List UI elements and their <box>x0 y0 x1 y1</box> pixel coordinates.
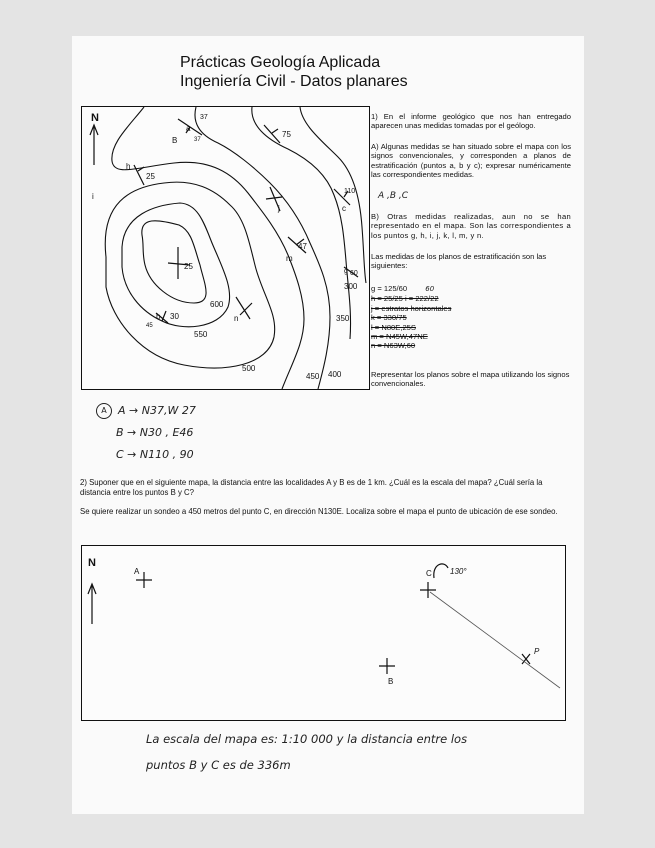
contour-label-600: 600 <box>210 300 224 309</box>
contour-450 <box>112 107 304 389</box>
angle-arc <box>434 564 448 578</box>
direction-line <box>430 592 560 688</box>
answers-1 <box>96 400 196 466</box>
answer-line-c: C → N110 , 90 <box>116 448 194 461</box>
handwritten-b-mark: B <box>172 136 178 145</box>
dip-label-25-center: 25 <box>184 262 193 271</box>
locality-c-label: C <box>426 569 432 578</box>
point-label-h: h <box>126 162 131 171</box>
exercise-1-part-b: B) Otras medidas realizadas, aun no se han representado en el mapa. Son las correspondientes a los puntos g, h, i, j, k, l, m, y n. <box>371 212 571 240</box>
answer-a-circle: A <box>96 403 112 419</box>
point-label-n: n <box>234 314 239 323</box>
cross-b <box>379 658 395 674</box>
contour-label-450: 450 <box>306 372 320 381</box>
contour-label-400: 400 <box>328 370 342 379</box>
part-a-answer: A ,B ,C <box>378 191 409 201</box>
north-label: N <box>91 112 99 124</box>
point-label-m: m <box>286 254 293 263</box>
contour-label-550: 550 <box>194 330 208 339</box>
north-label-2: N <box>88 557 96 569</box>
contour-label-500: 500 <box>242 364 256 373</box>
measure-g: g = 125/60 60 <box>371 284 435 293</box>
geological-map <box>81 106 370 390</box>
point-label-a: a <box>186 124 191 133</box>
point-label-i: i <box>92 192 94 201</box>
exercise-2-sondeo: Se quiere realizar un sondeo a 450 metros del punto C, en dirección N130E. Localiza sobre el mapa el punto de ubicación de ese sondeo. <box>80 507 558 516</box>
answer-2 <box>146 726 467 778</box>
title-line-2: Ingeniería Civil - Datos planares <box>180 73 408 90</box>
measure-k: k = 330/75 <box>371 313 407 323</box>
contour-label-350: 350 <box>336 314 350 323</box>
localities-map-drawing <box>82 546 565 720</box>
contour-300 <box>300 107 366 283</box>
locality-a-label: A <box>134 567 140 576</box>
contour-600 <box>142 221 206 303</box>
title-line-1: Prácticas Geología Aplicada <box>180 54 381 71</box>
locality-b-label: B <box>388 677 394 686</box>
answer-line-b: B → N30 , E46 <box>116 426 194 439</box>
answer-2-line-2: puntos B y C es de 336m <box>146 758 291 772</box>
point-label-j: j <box>278 204 280 213</box>
north-arrow-2 <box>88 584 96 624</box>
exercise-1-represent: Representar los planos sobre el mapa utilizando los signos convencionales. <box>371 370 570 389</box>
point-label-g: g <box>344 268 348 275</box>
exercise-1-part-a: A) Algunas medidas se han situado sobre el mapa con los signos convencionales, y corresponden a planos de estratificación (puntos a, b y c); expresar numéricamente las correspondientes medidas. <box>371 142 571 180</box>
cross-c <box>420 582 436 598</box>
exercise-1-part-b-extra: Las medidas de los planos de estratificación son las siguientes: <box>371 252 547 271</box>
point-label-b: b <box>156 312 161 321</box>
dip-label-110: 110 <box>344 188 356 195</box>
measure-h-i: h = 25/25 i = 222/22 <box>371 294 439 304</box>
measure-l: l = N80E,25S <box>371 322 416 332</box>
exercise-2-question: 2) Suponer que en el siguiente mapa, la distancia entre las localidades A y B es de 1 km. ¿Cuál es la escala del mapa? ¿Cuál sería la distancia entre los puntos B y C? <box>80 478 543 497</box>
dip-label-25-h: 25 <box>146 172 155 181</box>
point-label-c: c <box>342 204 346 213</box>
dip-label-75: 75 <box>282 130 291 139</box>
contour-label-300: 300 <box>344 282 358 291</box>
point-p-label: P <box>534 647 540 656</box>
angle-label: 130° <box>450 567 467 576</box>
measure-m: m = N45W,47NE <box>371 332 428 342</box>
dip-label-top-sub: 37 <box>194 137 201 143</box>
measures-list <box>371 284 571 351</box>
geological-map-drawing <box>82 107 369 389</box>
dip-label-60: 60 <box>350 270 358 277</box>
dip-label-30: 30 <box>170 312 179 321</box>
dip-label-45: 45 <box>146 323 153 329</box>
contour-500 <box>105 182 274 368</box>
measure-j: j = estratos horizontales <box>371 303 452 313</box>
contour-350 <box>252 107 351 339</box>
measure-g-mark: 60 <box>425 285 435 293</box>
exercise-1-intro: 1) En el informe geológico que nos han entregado aparecen unas medidas tomadas por el geólogo. <box>371 112 571 131</box>
contour-400 <box>195 107 330 389</box>
dip-label-47: 47 <box>298 242 307 251</box>
north-arrow <box>90 125 98 165</box>
answer-2-line-1: La escala del mapa es: 1:10 000 y la distancia entre los <box>146 732 468 746</box>
measure-n: n = N63W,60 <box>371 341 416 351</box>
dip-label-top: 37 <box>200 114 208 121</box>
answer-line-a: A → N37,W 27 <box>118 404 196 417</box>
localities-map <box>81 545 566 721</box>
